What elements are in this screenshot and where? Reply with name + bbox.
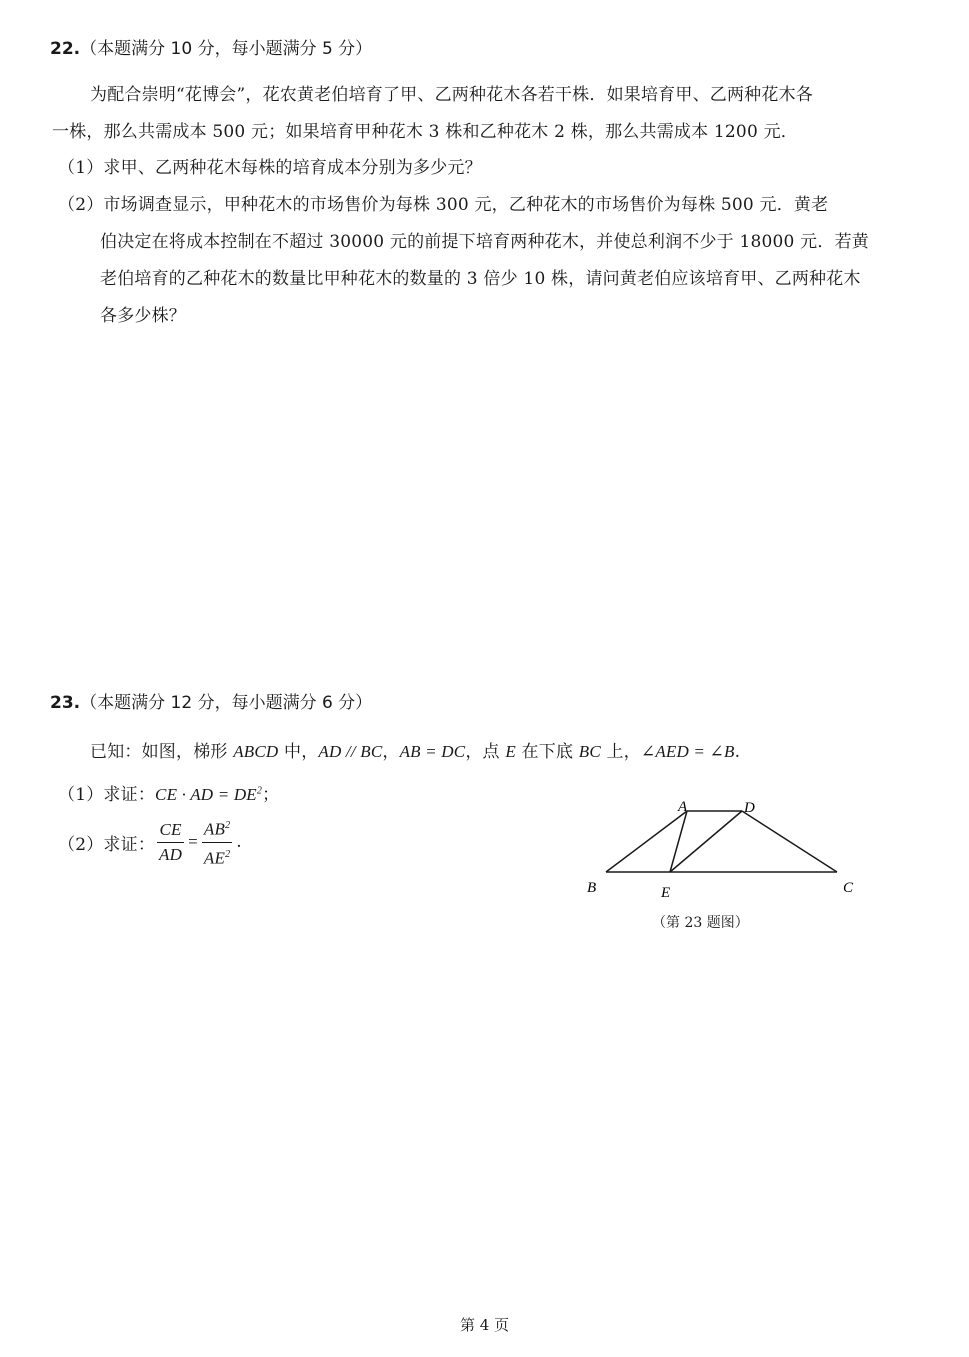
q23-part2-fraction-right (202, 814, 232, 870)
q22-score: （本题满分 10 分，每小题满分 5 分） (80, 39, 373, 59)
q23-part2-numerator-text: AB (203, 819, 226, 839)
q23-given-parallel: AD // BC (318, 742, 383, 761)
q23-part1-prefix: （1）求证： (58, 785, 156, 805)
q23-given (90, 737, 740, 762)
q22-part2-line4: 各多少株？ (100, 306, 186, 326)
q22-number: 22. (50, 39, 81, 59)
q23-given-trapezoid: ABCD (233, 742, 279, 761)
q23-part2-numerator-left: CE (157, 818, 184, 843)
q23-part2-prefix: （2）求证： (58, 834, 156, 855)
segment-dc (742, 811, 837, 872)
q23-heading (50, 688, 372, 713)
segment-ae (670, 811, 687, 872)
segment-de (670, 811, 742, 872)
q22-part2-line3: 老伯培育的乙种花木的数量比甲种花木的数量的 3 倍少 10 株，请问黄老伯应该培育甲、乙两种花木 (100, 269, 861, 289)
q23-given-end: . (734, 742, 741, 762)
q23-given-equal: AB = DC (399, 742, 466, 761)
q23-given-bc: BC (578, 742, 601, 761)
label-e: E (661, 885, 671, 901)
q23-given-prefix: 已知：如图，梯形 (90, 742, 234, 762)
q22-part2-line2: 伯决定在将成本控制在不超过 30000 元的前提下培育两种花木，并使总利润不少于 18000 元．若黄 (100, 232, 869, 252)
q22-para-line1: 为配合崇明“花博会”，花农黄老伯培育了甲、乙两种花木各若干株．如果培育甲、乙两种花木各 (90, 85, 813, 105)
q23-given-text: ，点 (465, 742, 506, 762)
q23-part1 (58, 780, 279, 805)
q23-score: （本题满分 12 分，每小题满分 6 分） (80, 693, 373, 713)
q23-trapezoid-figure (580, 795, 860, 905)
q22-part1: （1）求甲、乙两种花木每株的培育成本分别为多少元？ (58, 158, 482, 178)
q23-part2-end: . (236, 832, 242, 853)
page-number: 第 4 页 (460, 1316, 510, 1334)
q23-part2-denominator-text: AE (203, 848, 226, 868)
q23-part2-denominator-exponent: 2 (225, 848, 231, 860)
segment-ab (606, 811, 687, 872)
label-d: D (744, 800, 755, 816)
q23-part2-equals: = (188, 832, 198, 852)
label-a: A (678, 799, 688, 815)
q23-number: 23. (50, 693, 81, 713)
q23-part2-numerator-right (202, 814, 232, 843)
q23-given-text: 上， (600, 742, 641, 762)
q23-part2-fraction-left (157, 818, 184, 867)
q23-part2-denominator-right (202, 843, 232, 871)
q23-part1-exponent: 2 (256, 785, 263, 797)
q22-para-line2: 一株，那么共需成本 500 元；如果培育甲种花木 3 株和乙种花木 2 株，那么共需成本 1200 元． (52, 122, 798, 142)
q23-given-point-e: E (505, 742, 516, 761)
q22-part2-line1: （2）市场调查显示，甲种花木的市场售价为每株 300 元，乙种花木的市场售价为每株 500 元．黄老 (58, 195, 829, 215)
q22-heading (50, 34, 372, 59)
q23-part2 (58, 814, 242, 870)
q23-figure-caption: （第 23 题图） (652, 915, 749, 931)
q23-part1-expression: CE · AD = DE (155, 785, 257, 804)
q23-part2-denominator-left: AD (159, 844, 183, 864)
q23-given-angle: ∠AED = ∠B (640, 742, 735, 761)
q23-given-text: ， (382, 742, 400, 762)
q23-part2-numerator-exponent: 2 (225, 820, 231, 831)
q23-given-text: 在下底 (515, 742, 579, 762)
label-b: B (587, 880, 597, 896)
label-c: C (843, 880, 854, 896)
q23-part1-end: ； (262, 785, 280, 805)
q23-given-text: 中， (278, 742, 319, 762)
